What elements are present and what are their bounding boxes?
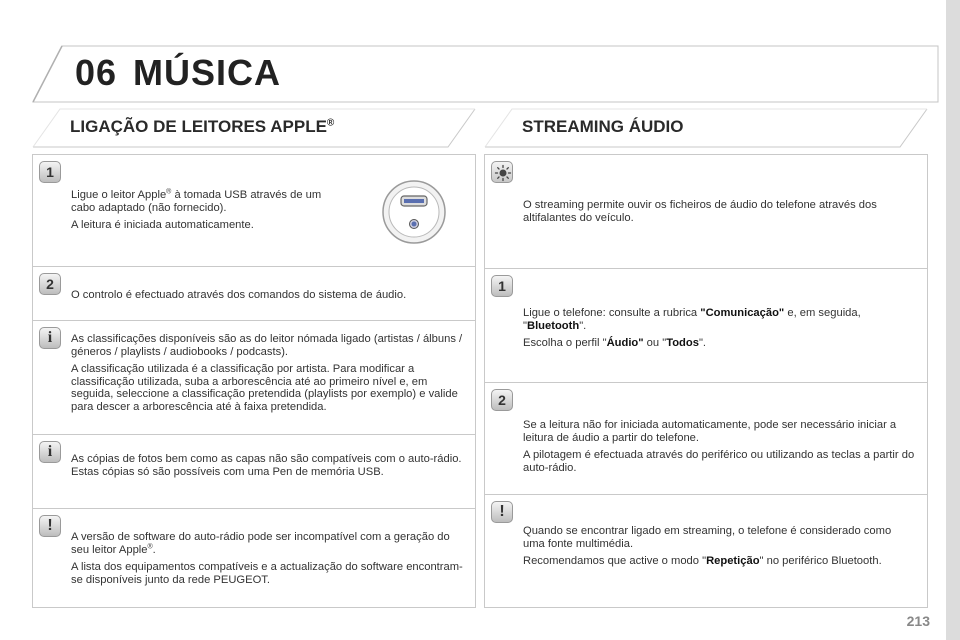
step-text [523, 419, 915, 479]
tip-box [485, 155, 927, 269]
paragraph: A lista dos equipamentos compatíveis e a actualização do software encontram-se disponíveis junto da rede PEUGEOT. [71, 561, 463, 586]
step-text [523, 307, 915, 355]
warning-icon: ! [491, 501, 513, 523]
paragraph: Escolha o perfil "Áudio" ou "Todos". [523, 337, 707, 350]
paragraph: As cópias de fotos bem como as capas não são compatíveis com o auto-rádio. Estas cópias só são possíveis com uma Pen de memória USB. [71, 453, 462, 478]
paragraph: A leitura é iniciada automaticamente. [71, 219, 254, 232]
warning-text [523, 525, 915, 573]
warning-box [485, 495, 927, 609]
right-section-title: STREAMING ÁUDIO [522, 117, 684, 136]
info-text [71, 453, 463, 483]
step-box-2 [33, 267, 475, 321]
info-icon: i [39, 327, 61, 349]
info-box-1 [33, 321, 475, 435]
paragraph: Ligue o telefone: consulte a rubrica "Comunicação" e, em seguida, "Bluetooth". [523, 307, 861, 332]
step-badge: 1 [39, 161, 61, 183]
right-column [484, 154, 928, 608]
left-section-header [32, 108, 476, 148]
lightbulb-icon [491, 161, 513, 183]
paragraph: Ligue o leitor Apple® à tomada USB através de um cabo adaptado (não fornecido). [71, 188, 322, 214]
left-section-title: LIGAÇÃO DE LEITORES APPLE® [70, 117, 335, 136]
chapter-title: MÚSICA [133, 52, 281, 93]
chapter-number: 06 [75, 52, 118, 93]
warning-icon: ! [39, 515, 61, 537]
paragraph: Quando se encontrar ligado em streaming, o telefone é considerado como uma fonte multimédia. [523, 525, 892, 550]
info-icon: i [39, 441, 61, 463]
step-badge: 2 [39, 273, 61, 295]
tip-text [523, 199, 915, 229]
warning-box [33, 509, 475, 609]
usb-port-illustration [381, 179, 447, 245]
paragraph: O controlo é efectuado através dos comandos do sistema de áudio. [71, 289, 407, 301]
right-section-header [484, 108, 928, 148]
paragraph: A versão de software do auto-rádio pode ser incompatível com a geração do seu leitor Apple®. [71, 531, 450, 556]
paragraph: Se a leitura não for iniciada automaticamente, pode ser necessário iniciar a leitura de áudio a partir do telefone. [523, 419, 897, 444]
paragraph: As classificações disponíveis são as do leitor nómada ligado (artistas / álbuns / géneros / playlists / audiobooks / podcasts). [71, 333, 463, 358]
step-box-2 [485, 383, 927, 495]
paragraph: A pilotagem é efectuada através do periférico ou utilizando as teclas a partir do auto-rádio. [523, 449, 915, 474]
step-badge: 1 [491, 275, 513, 297]
paragraph: A classificação utilizada é a classificação por artista. Para modificar a classificação utilizada, suba a arborescência até ao primeiro nível e, em seguida, seleccione a classificação pretendida (playlists por exemplo) e valide para descer a arborescência até à faixa pretendida. [71, 363, 458, 413]
info-text [71, 333, 463, 419]
step-text [71, 289, 463, 307]
info-box-2 [33, 435, 475, 509]
step-box-1 [33, 155, 475, 267]
page-edge-bar [946, 0, 960, 640]
paragraph: Recomendamos que active o modo "Repetição" no periférico Bluetooth. [523, 555, 882, 568]
step-badge: 2 [491, 389, 513, 411]
left-column [32, 154, 476, 608]
paragraph: O streaming permite ouvir os ficheiros de áudio do telefone através dos altifalantes do veículo. [523, 199, 877, 224]
step-box-1 [485, 269, 927, 383]
step-text [71, 189, 325, 237]
warning-text [71, 531, 463, 591]
page-number: 213 [906, 613, 930, 629]
